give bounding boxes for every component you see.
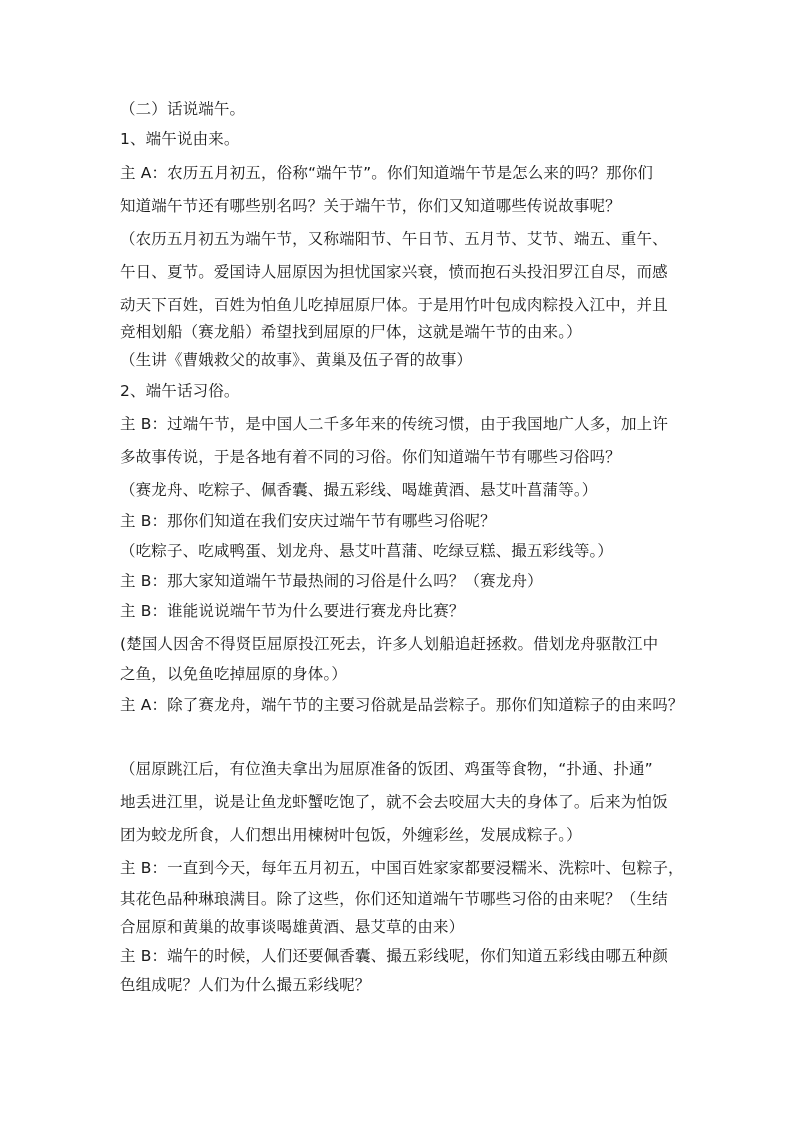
paragraph-line: 主 B：一直到今天，每年五月初五，中国百姓家家都要浸糯米、洗粽叶、包粽子， [120, 859, 684, 877]
paragraph-line: （赛龙舟、吃粽子、佩香囊、撮五彩线、喝雄黄酒、悬艾叶菖蒲等。） [120, 481, 598, 499]
subsection-heading: 1、端午说由来。 [120, 130, 240, 148]
paragraph-line: 主 B：那大家知道端午节最热闹的习俗是什么吗？（赛龙舟） [120, 572, 543, 590]
paragraph-line: 知道端午节还有哪些别名吗？关于端午节，你们又知道哪些传说故事呢？ [120, 197, 621, 215]
paragraph-line: 主 B：端午的时候，人们还要佩香囊、撮五彩线呢，你们知道五彩线由哪五种颜 [120, 947, 668, 965]
paragraph-line: （吃粽子、吃咸鸭蛋、划龙舟、悬艾叶菖蒲、吃绿豆糕、撮五彩线等。） [120, 542, 614, 560]
paragraph-line: 之鱼，以免鱼吃掉屈原的身体。） [120, 665, 348, 683]
paragraph-line: 多故事传说，于是各地有着不同的习俗。你们知道端午节有哪些习俗吗？ [120, 448, 621, 466]
paragraph-line: 团为蛟龙所食，人们想出用楝树叶包饭，外缠彩丝，发展成粽子。） [120, 826, 582, 844]
paragraph-line: 主 B：谁能说说端午节为什么要进行赛龙舟比赛？ [120, 602, 465, 620]
paragraph-line: 主 B：过端午节，是中国人二千多年来的传统习惯，由于我国地广人多，加上许 [120, 415, 668, 433]
paragraph-line: 主 A：除了赛龙舟，端午节的主要习俗就是品尝粽子。那你们知道粽子的由来吗？ [120, 696, 684, 714]
paragraph-line: 色组成呢？人们为什么撮五彩线呢？ [120, 976, 371, 994]
paragraph-line: 动天下百姓，百姓为怕鱼儿吃掉屈原尸体。于是用竹叶包成肉粽投入江中，并且 [120, 296, 668, 314]
paragraph-line: 竞相划船（赛龙船）希望找到屈原的尸体，这就是端午节的由来。） [120, 323, 582, 341]
paragraph-line: (楚国人因舍不得贤臣屈原投江死去，许多人划船追赶拯救。借划龙舟驱散江中 [120, 635, 659, 653]
paragraph-line: 午日、夏节。爱国诗人屈原因为担忧国家兴衰，愤而抱石头投汨罗江自尽，而感 [120, 263, 668, 281]
paragraph-line: （屈原跳江后，有位渔夫拿出为屈原准备的饭团、鸡蛋等食物，“扑通、扑通” [120, 760, 653, 778]
paragraph-line: 主 B：那你们知道在我们安庆过端午节有哪些习俗呢？ [120, 512, 496, 530]
paragraph-line: 主 A：农历五月初五，俗称“端午节”。你们知道端午节是怎么来的吗？那你们 [120, 164, 653, 182]
section-heading: （二）话说端午。 [120, 100, 246, 118]
paragraph-line: 合屈原和黄巢的故事谈喝雄黄酒、悬艾草的由来） [120, 918, 465, 936]
subsection-heading: 2、端午话习俗。 [120, 382, 240, 400]
paragraph-line: （生讲《曹娥救父的故事》、黄巢及伍子胥的故事） [120, 351, 473, 369]
paragraph-line: （农历五月初五为端午节，又称端阳节、午日节、五月节、艾节、端五、重午、 [120, 230, 668, 248]
paragraph-line: 其花色品种琳琅满目。除了这些，你们还知道端午节哪些习俗的由来呢？（生结 [120, 890, 668, 908]
paragraph-line: 地丢进江里，说是让鱼龙虾蟹吃饱了，就不会去咬屈大夫的身体了。后来为怕饭 [120, 793, 668, 811]
